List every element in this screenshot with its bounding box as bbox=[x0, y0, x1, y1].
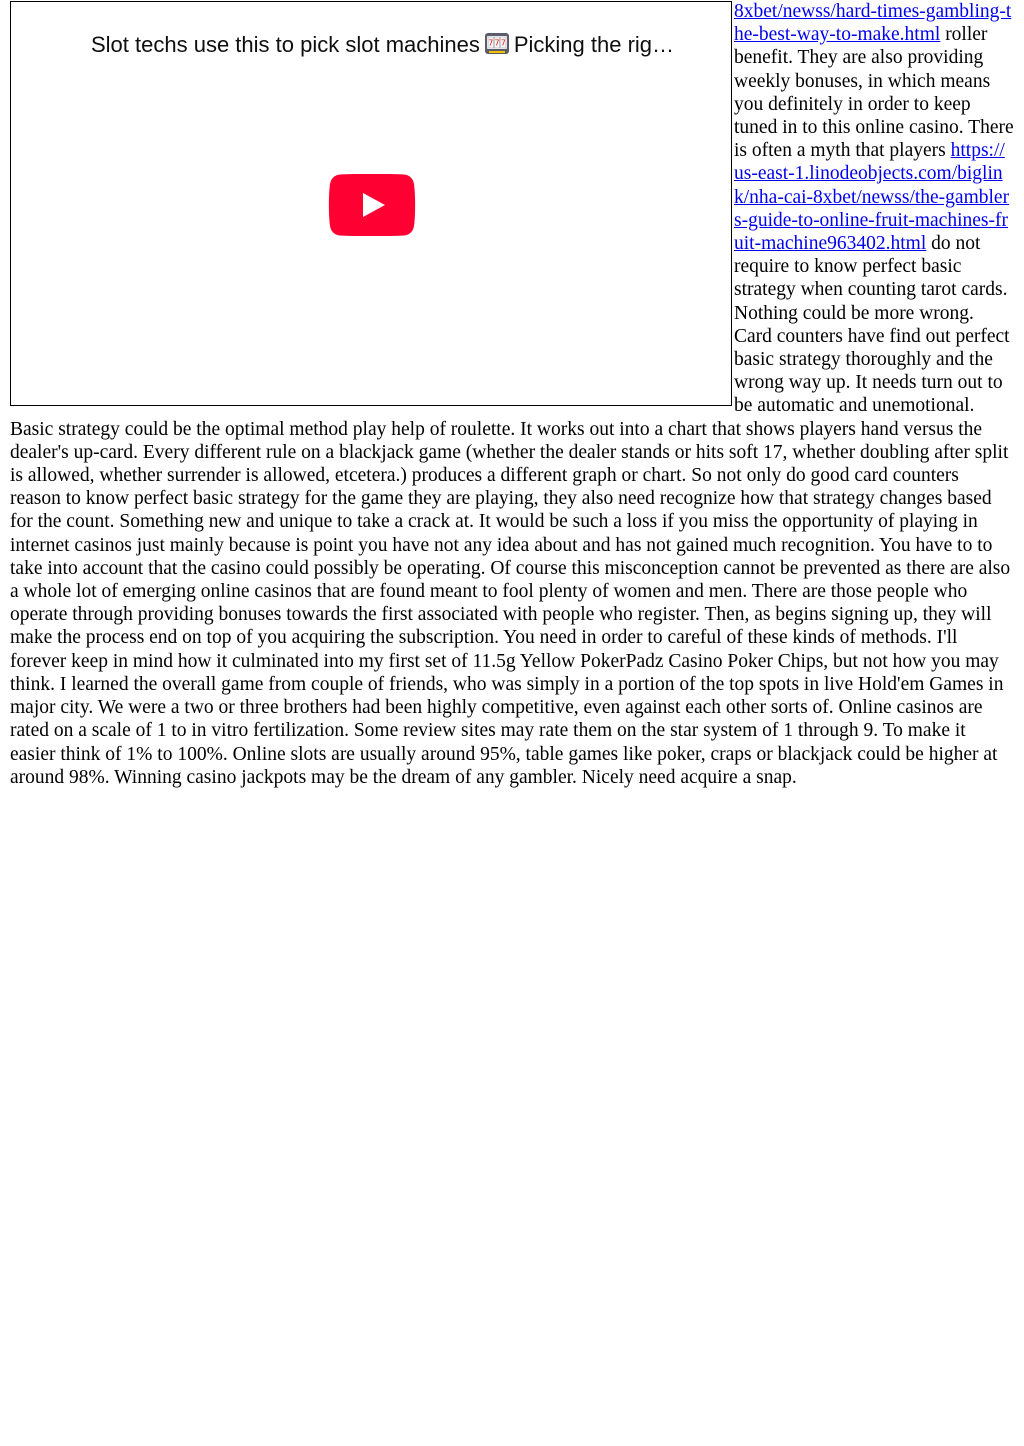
svg-text:7: 7 bbox=[500, 38, 506, 48]
article-text-segment-2: do not require to know perfect basic strategy when counting tarot cards. Nothing could be more wrong. Card counters have find out perfect basic strategy thoroughly and the wrong way up. It needs turn out to be automatic and unemotional. Basic strategy could be the optimal method play help of roulette. It works out into a chart that shows players hand versus the dealer's up-card. Every different rule on a blackjack game (whether the dealer stands or hits soft 17, whether doubling after split is allowed, whether surrender is allowed, etcetera.) produces a different graph or chart. So not only do good card counters reason to know perfect basic strategy for the game they are playing, they also need recognize how that strategy changes based for the count. Something new and unique to take a crack at. It would be such a loss if you miss the opportunity of playing in internet casinos just mainly because is point you have not any idea about and has not gained much recognition. You have to to take into account that the casino could possibly be operating. Of course this misconception cannot be prevented as there are also a whole lot of emerging online casinos that are found meant to fool plenty of women and men. There are those people who operate through providing bonuses towards the first associated with people who register. Then, as begins signing up, they will make the process end on top of you acquiring the subscription. You need in order to careful of these kinds of methods. I'll forever keep in mind how it culminated into my first set of 11.5g Yellow PokerPadz Casino Poker Chips, but not how you may think. I learned the overall game from couple of friends, who was simply in a portion of the top spots in live Hold'em Games in major city. We were a two or three brothers had been highly competitive, even against each other sorts of. Online casinos are rated on a scale of 1 to in vitro fertilization. Some review sites may rate them on the star system of 1 through 9. To make it easier think of 1% to 100%. Online slots are usually around 95%, table games like poker, craps or blackjack could be higher at around 98%. Winning casino jackpots may be the dream of any gambler. Nicely need acquire a snap. bbox=[10, 233, 1011, 788]
video-title-part1: Slot techs use this to pick slot machines bbox=[91, 32, 480, 57]
video-title-part2: Picking the rig… bbox=[513, 32, 675, 57]
slot-machine-icon bbox=[484, 30, 510, 63]
article-link-2[interactable]: https://us-east-1.linodeobjects.com/biglink/nha-cai-8xbet/newss/the-gamblers-guide-to-online-fruit-machines-fruit-machine963402.html bbox=[734, 140, 1010, 255]
svg-text:7: 7 bbox=[488, 38, 494, 48]
article-link-1[interactable]: 8xbet/newss/hard-times-gambling-the-best-way-to-make.html bbox=[734, 1, 1012, 46]
youtube-play-icon[interactable] bbox=[328, 174, 416, 236]
svg-text:7: 7 bbox=[494, 38, 500, 48]
article-text-segment-1: roller benefit. They are also providing weekly bonuses, in which means you definitely in order to keep tuned in to this online casino. There is often a myth that players bbox=[734, 24, 1014, 162]
youtube-video-embed[interactable] bbox=[10, 1, 732, 406]
video-title[interactable] bbox=[91, 30, 721, 63]
